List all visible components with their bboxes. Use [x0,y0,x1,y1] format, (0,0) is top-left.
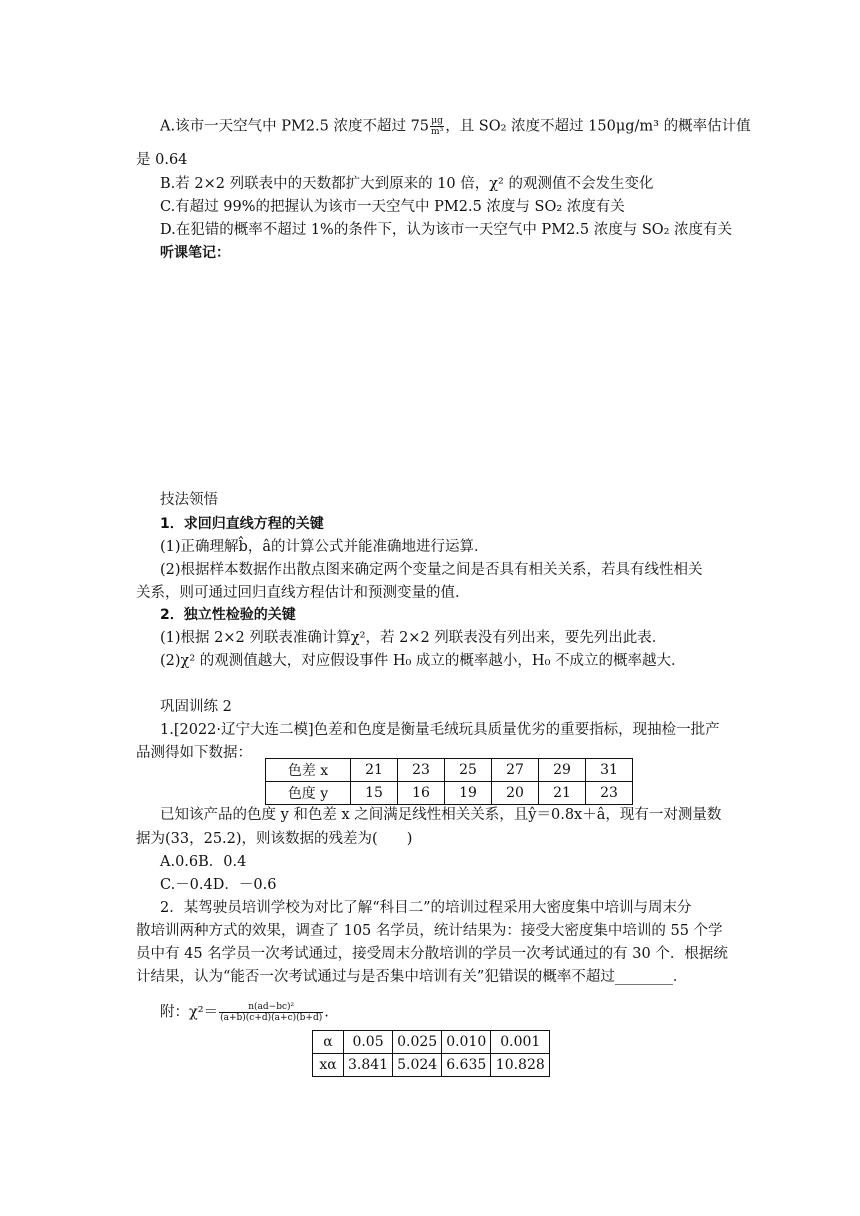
unit-fraction [430,116,444,137]
question1-body: 已知该产品的色度 y 和色差 x 之间满足线性相关关系，且ŷ＝0.8x＋â，现有一对测量数 [160,807,722,823]
table-cell: 0.001 [491,1031,550,1054]
row-header: α [313,1031,344,1054]
tip2-heading: 2．独立性检验的关键 [160,607,296,623]
practice-title: 巩固训练 2 [160,699,232,715]
row-header: 色度 y [266,782,351,805]
table-cell: 19 [445,782,492,805]
table-cell: 21 [539,782,586,805]
appendix-formula [160,1002,329,1023]
table-cell: 23 [398,759,445,782]
tip1-point2-continued: 关系，则可通过回归直线方程估计和预测变量的值． [136,585,470,601]
tip1-point1: (1)正确理解b̂，â的计算公式并能准确地进行运算． [160,539,489,555]
question2-text: 2．某驾驶员培训学校为对比了解“科目二”的培训过程采用大密度集中培训与周末分 [160,900,692,916]
option-d: D.在犯错的概率不超过 1%的条件下，认为该市一天空气中 PM2.5 浓度与 SO₂ 浓度有关 [160,222,733,238]
formula-numerator: n(ad−bc)² [219,1002,323,1013]
question1-options-cd: C.－0.4D．－0.6 [160,877,277,893]
question1-text-continued: 品测得如下数据： [136,745,252,761]
table-cell: 25 [445,759,492,782]
formula-denominator: (a+b)(c+d)(a+c)(b+d) [220,1013,323,1023]
table-cell: 0.05 [344,1031,393,1054]
table-cell: 16 [398,782,445,805]
table-cell: 15 [351,782,398,805]
option-a-continued: 是 0.64 [136,152,188,168]
option-a [160,116,751,137]
table-cell: 20 [492,782,539,805]
option-a-text: A.该市一天空气中 PM2.5 浓度不超过 75 [160,118,430,135]
tip2-point2: (2)χ² 的观测值越大，对应假设事件 H₀ 成立的概率越小，H₀ 不成立的概率越大． [160,653,686,669]
option-c: C.有超过 99%的把握认为该市一天空气中 PM2.5 浓度与 SO₂ 浓度有关 [160,199,625,215]
appendix-period: . [324,1004,329,1021]
table-cell: 10.828 [491,1054,550,1077]
question1-options-ab: A.0.6B．0.4 [160,854,247,870]
tip1-heading: 1．求回归直线方程的关键 [160,516,324,532]
question2-text-2: 散培训两种方式的效果，调查了 105 名学员，统计结果为：接受大密度集中培训的 55 个学 [136,923,723,939]
table-cell: 3.841 [344,1054,393,1077]
table-cell: 6.635 [442,1054,491,1077]
color-data-table [265,758,633,805]
table-cell: 27 [492,759,539,782]
option-a-text-rest: ，且 SO₂ 浓度不超过 150μg/m³ 的概率估计值 [445,118,751,135]
table-row [313,1054,550,1077]
table-cell: 31 [586,759,633,782]
question1-text: 1.[2022·辽宁大连二模]色差和色度是衡量毛绒玩具质量优劣的重要指标，现抽检一批产 [160,722,720,738]
table-cell: 21 [351,759,398,782]
row-header: xα [313,1054,344,1077]
table-row [266,759,633,782]
table-cell: 0.025 [393,1031,442,1054]
tip1-point2: (2)根据样本数据作出散点图来确定两个变量之间是否具有相关关系，若具有线性相关 [160,562,703,578]
tip2-point1: (1)根据 2×2 列联表准确计算χ²，若 2×2 列联表没有列出来，要先列出此表． [160,630,667,646]
unit-denominator: m³ [431,127,444,137]
table-cell: 0.010 [442,1031,491,1054]
notes-label: 听课笔记： [160,245,230,261]
tips-title: 技法领悟 [160,492,218,508]
appendix-label: 附：χ²＝ [160,1004,219,1021]
critical-value-table [312,1030,550,1077]
table-row [313,1031,550,1054]
chi-square-fraction [219,1002,323,1023]
row-header: 色差 x [266,759,351,782]
unit-numerator: μg [431,116,443,126]
option-b: B.若 2×2 列联表中的天数都扩大到原来的 10 倍，χ² 的观测值不会发生变化 [160,176,654,192]
question2-text-4: 计结果，认为“能否一次考试通过与是否集中培训有关”犯错误的概率不超过________． [136,969,688,985]
question1-body-continued: 据为(33，25.2)，则该数据的残差为( ) [136,831,413,847]
table-row [266,782,633,805]
table-cell: 23 [586,782,633,805]
table-cell: 5.024 [393,1054,442,1077]
question2-text-3: 员中有 45 名学员一次考试通过，接受周末分散培训的学员一次考试通过的有 30 个．根据统 [136,946,728,962]
table-cell: 29 [539,759,586,782]
